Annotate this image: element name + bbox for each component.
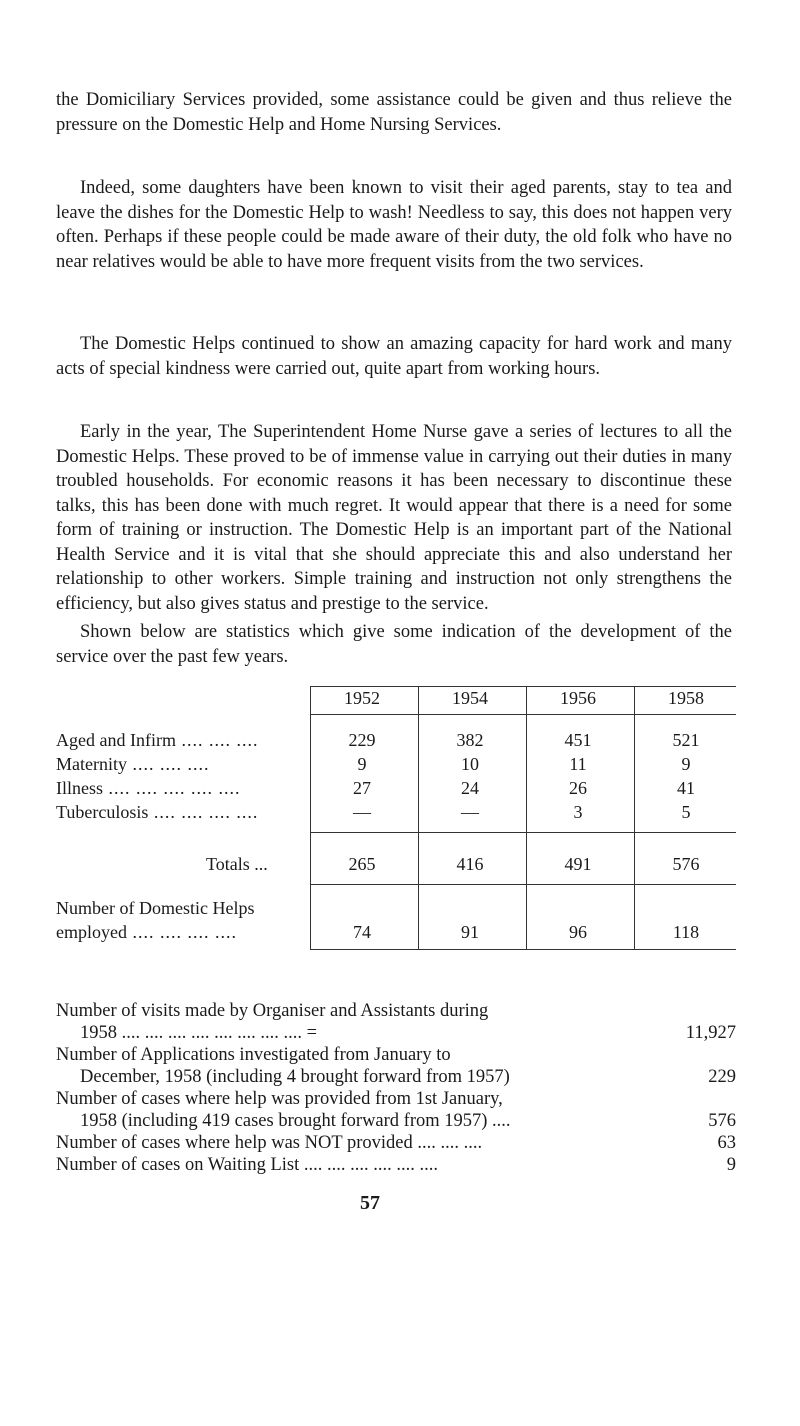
table-cell: 5 [681,802,691,822]
totals-label: Totals ... [206,854,268,874]
row-label: Illness [56,778,103,798]
list-item [56,1000,736,1022]
year-header: 1952 [344,688,380,708]
list-item [56,1132,736,1154]
paragraph-3: The Domestic Helps continued to show an amazing capacity for hard work and many acts of special kindness were carried out, quite apart from working hours. [56,334,732,379]
paragraph-4: Early in the year, The Superintendent Home Nurse gave a series of lectures to all the Domestic Helps. These proved to be of immense value in carrying out their duties in many troubled households. For economic reasons it has been necessary to discontinue these talks, this has been done with much regret. It would appear that there is a need for some form of training or instruction. The Domestic Help is an important part of the National Health Service and it is vital that she should appreciate this and also understand her relationship to other workers. Simple training and instruction not only strengthens the efficiency, but also gives status and prestige to the service. [56,422,732,614]
list-item-text: December, 1958 (including 4 brought forward from 1957) [80,1067,510,1087]
table-cell: 382 [456,730,484,750]
list-item-value: 576 [708,1111,736,1131]
table-bottom-rule [310,949,736,950]
table-cell: — [461,802,479,822]
table-cell: 24 [461,778,479,798]
list-item-value: 229 [708,1067,736,1087]
table-cell: 91 [461,922,479,942]
table-cell: — [353,802,371,822]
year-header: 1958 [668,688,704,708]
table-cell: 118 [672,922,700,942]
table-cell: 96 [569,922,587,942]
list-item-text: Number of cases where help was provided from 1st January, [56,1089,503,1109]
list-item [56,1066,736,1088]
table-cell: 9 [681,754,691,774]
year-header: 1954 [452,688,488,708]
table-cell: 521 [672,730,700,750]
page-number: 57 [360,1192,380,1214]
header-rule [310,714,736,715]
table-cell: 74 [353,922,371,942]
row-label: Tuberculosis [56,802,149,822]
list-item-text: 1958 .... .... .... .... .... .... .... .... = [80,1023,318,1043]
column-rule [310,686,311,950]
paragraph-1: the Domiciliary Services provided, some assistance could be given and thus relieve the pressure on the Domestic Help and Home Nursing Services. [56,90,732,135]
paragraph-2: Indeed, some daughters have been known to visit their aged parents, stay to tea and leave the dishes for the Domestic Help to wash! Needless to say, this does not happen very often. Perhaps if these people could be made aware of their duty, the old folk who have no near relatives would be able to have more frequent visits from the two services. [56,178,732,272]
table-cell: 3 [573,802,583,822]
list-item-value: 9 [726,1155,736,1175]
table-cell: 229 [348,730,376,750]
dot-leader: .... .... .... .... .... [103,778,241,798]
list-item-text: Number of cases on Waiting List .... .... .... .... .... .... [56,1155,438,1175]
list-item-text: Number of cases where help was NOT provided .... .... .... [56,1133,483,1153]
totals-rule [310,884,736,885]
list-item-value: 63 [717,1133,736,1153]
row-label: Maternity [56,754,127,774]
table-cell: 26 [569,778,587,798]
list-item-text: Number of Applications investigated from January to [56,1045,451,1065]
list-item [56,1088,736,1110]
dot-leader: .... .... .... [175,730,259,750]
dot-leader: .... .... .... .... [126,922,237,942]
helps-label-line1: Number of Domestic Helps [56,898,255,918]
column-rule [418,686,419,950]
column-rule [526,686,527,950]
row-label: Aged and Infirm [56,730,176,750]
list-item [56,1044,736,1066]
list-item [56,1154,736,1176]
helps-label-line2: employed [56,922,127,942]
table-cell: 576 [672,854,700,874]
table-cell: 9 [357,754,367,774]
table-cell: 27 [353,778,371,798]
list-item-text: 1958 (including 419 cases brought forward from 1957) .... [80,1111,511,1131]
table-cell: 11 [569,754,587,774]
table-top-rule [310,686,736,687]
table-cell: 41 [677,778,695,798]
year-header: 1956 [560,688,596,708]
dot-leader: .... .... .... [126,754,210,774]
column-rule [634,686,635,950]
list-item-value: 11,927 [685,1023,736,1043]
table-cell: 451 [564,730,592,750]
table-cell: 10 [461,754,479,774]
dot-leader: .... .... .... .... [148,802,259,822]
paragraph-5: Shown below are statistics which give some indication of the development of the service over the past few years. [56,622,732,667]
table-cell: 416 [456,854,484,874]
list-item-text: Number of visits made by Organiser and Assistants during [56,1001,489,1021]
list-item [56,1022,736,1044]
table-cell: 265 [348,854,376,874]
subtotal-rule [310,832,736,833]
list-item [56,1110,736,1132]
table-cell: 491 [564,854,592,874]
